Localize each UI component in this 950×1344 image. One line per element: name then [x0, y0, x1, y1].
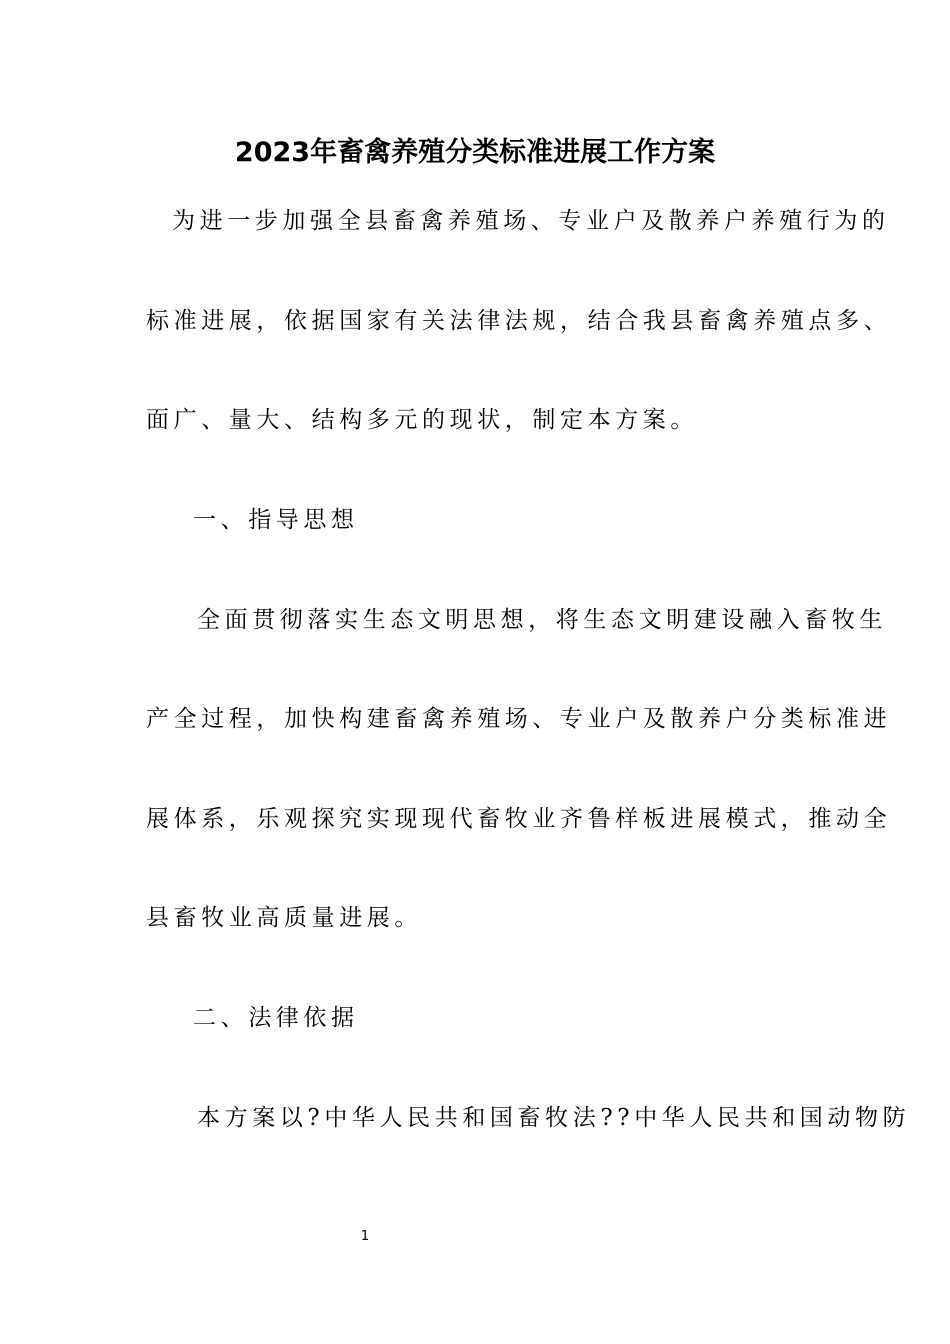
paragraph-line: 县畜牧业高质量进展。 [146, 905, 422, 931]
document-title: 2023年畜禽养殖分类标准进展工作方案 [234, 137, 716, 168]
paragraph-line: 面广、量大、结构多元的现状，制定本方案。 [146, 407, 698, 433]
page-number: 1 [360, 1229, 370, 1244]
paragraph-line: 产全过程，加快构建畜禽养殖场、专业户及散养户分类标准进 [146, 706, 892, 732]
paragraph-line: 标准进展，依据国家有关法律法规，结合我县畜禽养殖点多、 [146, 308, 892, 334]
section-heading: 二、法律依据 [193, 1005, 359, 1031]
paragraph-line: 展体系，乐观探究实现现代畜牧业齐鲁样板进展模式，推动全 [146, 806, 892, 832]
paragraph-line: 全面贯彻落实生态文明思想，将生态文明建设融入畜牧生 [197, 607, 887, 633]
paragraph-line: 为进一步加强全县畜禽养殖场、专业户及散养户养殖行为的 [172, 208, 890, 234]
paragraph-line: 本方案以?中华人民共和国畜牧法??中华人民共和国动物防 [197, 1105, 911, 1131]
section-heading: 一、指导思想 [193, 507, 359, 533]
